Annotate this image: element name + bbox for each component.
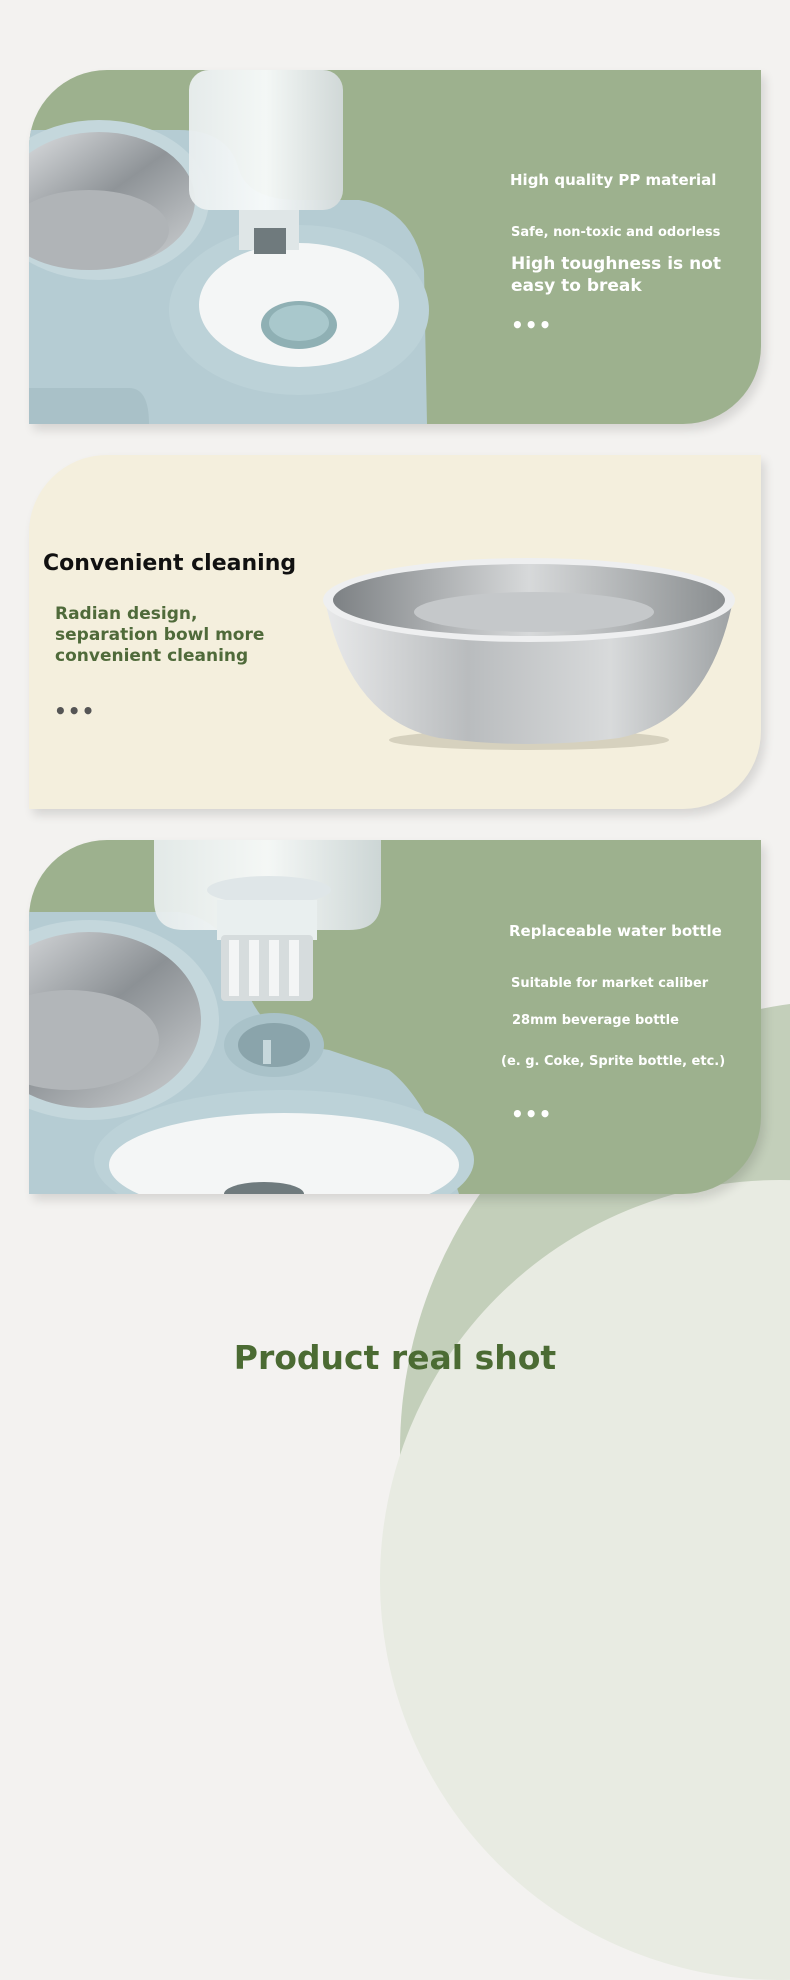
more-dots: ••• — [511, 313, 553, 337]
feature-line: (e. g. Coke, Sprite bottle, etc.) — [501, 1054, 726, 1069]
feature-card-material — [29, 70, 761, 424]
product-shot-heading: Product real shot — [233, 1338, 557, 1377]
feature-title: Replaceable water bottle — [509, 922, 722, 940]
feature-line: Safe, non-toxic and odorless — [511, 225, 721, 240]
feature-title: High quality PP material — [510, 171, 717, 189]
feature-line: 28mm beverage bottle — [512, 1013, 679, 1028]
pet-feeder-bottle-image — [29, 840, 479, 1194]
steel-bowl-image — [319, 550, 739, 760]
feature-card-cleaning — [29, 455, 761, 809]
more-dots: ••• — [54, 699, 96, 723]
feature-line: High toughness is not easy to break — [511, 254, 721, 296]
feature-card-bottle — [29, 840, 761, 1194]
more-dots: ••• — [511, 1102, 553, 1126]
feature-line: Suitable for market caliber — [511, 976, 709, 991]
feature-description: Radian design, separation bowl more convenient cleaning — [55, 604, 265, 666]
feature-title: Convenient cleaning — [43, 551, 297, 576]
pet-feeder-image — [29, 70, 459, 424]
